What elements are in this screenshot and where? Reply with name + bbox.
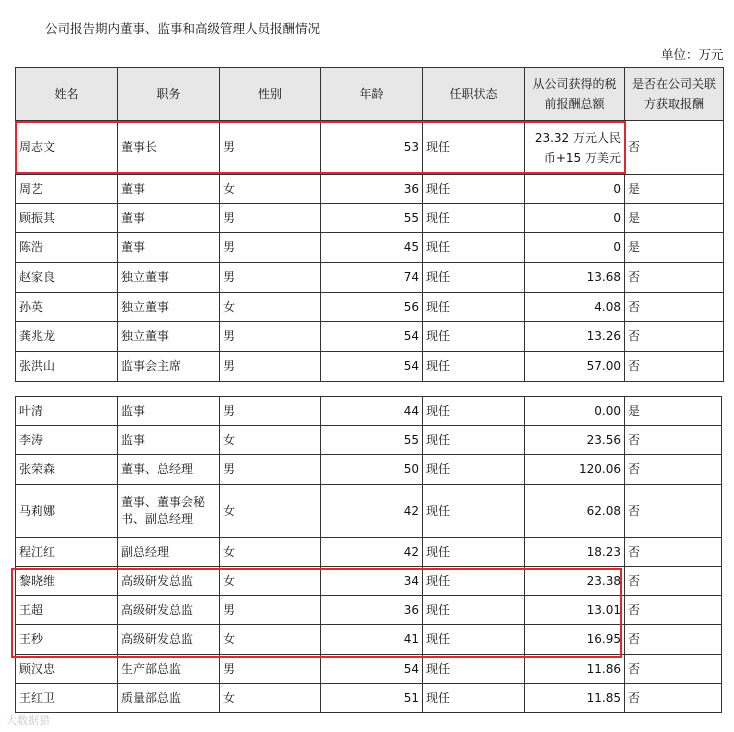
cell-pay: 13.01: [525, 596, 625, 625]
cell-name: 张洪山: [16, 352, 118, 382]
table-row: [16, 175, 724, 204]
header-status: 任职状态: [423, 68, 525, 121]
header-age: 年龄: [321, 68, 423, 121]
cell-gender: 女: [220, 485, 321, 538]
cell-role: 董事: [118, 204, 220, 233]
cell-name: 黎晓维: [16, 567, 118, 596]
cell-related: 否: [625, 655, 722, 684]
cell-status: 现任: [423, 263, 525, 293]
cell-pay: 0: [525, 233, 625, 263]
table-row: [16, 263, 724, 293]
cell-pay: 11.86: [525, 655, 625, 684]
cell-age: 56: [321, 293, 423, 322]
cell-status: 现任: [423, 455, 525, 485]
cell-pay: 57.00: [525, 352, 625, 382]
cell-gender: 女: [220, 426, 321, 455]
cell-age: 54: [321, 322, 423, 352]
cell-status: 现任: [423, 121, 525, 175]
table-row: [16, 538, 722, 567]
table-row: [16, 352, 724, 382]
cell-status: 现任: [423, 485, 525, 538]
cell-age: 36: [321, 596, 423, 625]
cell-related: 否: [625, 426, 722, 455]
cell-name: 王秒: [16, 625, 118, 655]
header-name: 姓名: [16, 68, 118, 121]
table-row: [16, 485, 722, 538]
cell-age: 54: [321, 655, 423, 684]
cell-name: 孙英: [16, 293, 118, 322]
cell-gender: 男: [220, 596, 321, 625]
cell-related: 是: [625, 397, 722, 426]
cell-name: 龚兆龙: [16, 322, 118, 352]
cell-age: 34: [321, 567, 423, 596]
cell-role: 独立董事: [118, 322, 220, 352]
cell-related: 否: [625, 263, 724, 293]
table-row: [16, 426, 722, 455]
cell-role: 董事: [118, 175, 220, 204]
cell-role: 高级研发总监: [118, 596, 220, 625]
cell-related: 否: [625, 293, 724, 322]
header-row: [16, 68, 724, 121]
cell-pay: 13.68: [525, 263, 625, 293]
table-caption: 公司报告期内董事、监事和高级管理人员报酬情况: [45, 21, 321, 36]
cell-age: 44: [321, 397, 423, 426]
cell-pay: 23.32 万元人民币+15 万美元: [525, 121, 625, 175]
cell-gender: 女: [220, 567, 321, 596]
cell-pay: 62.08: [525, 485, 625, 538]
cell-status: 现任: [423, 352, 525, 382]
table-row: [16, 233, 724, 263]
cell-age: 36: [321, 175, 423, 204]
cell-pay: 23.38: [525, 567, 625, 596]
cell-status: 现任: [423, 175, 525, 204]
cell-gender: 男: [220, 455, 321, 485]
cell-role: 董事、董事会秘书、副总经理: [118, 485, 220, 538]
cell-gender: 女: [220, 175, 321, 204]
cell-status: 现任: [423, 397, 525, 426]
cell-gender: 男: [220, 322, 321, 352]
cell-related: 否: [625, 485, 722, 538]
cell-pay: 0: [525, 175, 625, 204]
table-row: [16, 596, 722, 625]
table-row: [16, 204, 724, 233]
cell-name: 王超: [16, 596, 118, 625]
cell-related: 否: [625, 121, 724, 175]
watermark: 大数据猎: [6, 714, 50, 727]
cell-related: 否: [625, 567, 722, 596]
cell-role: 监事会主席: [118, 352, 220, 382]
cell-age: 45: [321, 233, 423, 263]
cell-name: 顾汉忠: [16, 655, 118, 684]
cell-pay: 23.56: [525, 426, 625, 455]
cell-pay: 0.00: [525, 397, 625, 426]
cell-name: 周艺: [16, 175, 118, 204]
table-row: [16, 684, 722, 713]
cell-gender: 男: [220, 121, 321, 175]
cell-role: 监事: [118, 397, 220, 426]
cell-name: 张荣森: [16, 455, 118, 485]
table-row: [16, 397, 722, 426]
table-row: [16, 455, 722, 485]
cell-related: 否: [625, 352, 724, 382]
cell-pay: 16.95: [525, 625, 625, 655]
cell-age: 51: [321, 684, 423, 713]
cell-role: 独立董事: [118, 263, 220, 293]
cell-related: 否: [625, 538, 722, 567]
cell-related: 否: [625, 625, 722, 655]
cell-name: 程江红: [16, 538, 118, 567]
cell-status: 现任: [423, 233, 525, 263]
cell-pay: 11.85: [525, 684, 625, 713]
header-pay: 从公司获得的税前报酬总额: [525, 68, 625, 121]
cell-pay: 4.08: [525, 293, 625, 322]
cell-role: 监事: [118, 426, 220, 455]
unit-label: 单位：万元: [661, 47, 724, 62]
compensation-table-1: [15, 67, 724, 382]
cell-age: 74: [321, 263, 423, 293]
cell-role: 高级研发总监: [118, 567, 220, 596]
table-row: [16, 121, 724, 175]
table-row: [16, 322, 724, 352]
cell-gender: 男: [220, 655, 321, 684]
header-related: 是否在公司关联方获取报酬: [625, 68, 724, 121]
cell-age: 42: [321, 538, 423, 567]
cell-status: 现任: [423, 684, 525, 713]
cell-pay: 13.26: [525, 322, 625, 352]
cell-pay: 120.06: [525, 455, 625, 485]
cell-pay: 0: [525, 204, 625, 233]
cell-status: 现任: [423, 204, 525, 233]
cell-status: 现任: [423, 293, 525, 322]
cell-related: 否: [625, 596, 722, 625]
cell-status: 现任: [423, 596, 525, 625]
table-row: [16, 655, 722, 684]
cell-role: 副总经理: [118, 538, 220, 567]
cell-name: 马莉娜: [16, 485, 118, 538]
cell-role: 独立董事: [118, 293, 220, 322]
cell-age: 41: [321, 625, 423, 655]
cell-role: 生产部总监: [118, 655, 220, 684]
cell-status: 现任: [423, 625, 525, 655]
cell-gender: 男: [220, 352, 321, 382]
cell-age: 54: [321, 352, 423, 382]
cell-related: 否: [625, 322, 724, 352]
cell-related: 否: [625, 455, 722, 485]
table-row: [16, 567, 722, 596]
header-role: 职务: [118, 68, 220, 121]
cell-status: 现任: [423, 538, 525, 567]
cell-role: 董事: [118, 233, 220, 263]
cell-name: 周志文: [16, 121, 118, 175]
cell-role: 董事长: [118, 121, 220, 175]
cell-gender: 女: [220, 625, 321, 655]
cell-name: 陈浩: [16, 233, 118, 263]
cell-gender: 女: [220, 538, 321, 567]
cell-age: 55: [321, 204, 423, 233]
cell-name: 顾振其: [16, 204, 118, 233]
cell-age: 42: [321, 485, 423, 538]
cell-status: 现任: [423, 426, 525, 455]
cell-status: 现任: [423, 567, 525, 596]
cell-gender: 男: [220, 204, 321, 233]
cell-status: 现任: [423, 655, 525, 684]
cell-name: 王红卫: [16, 684, 118, 713]
cell-age: 53: [321, 121, 423, 175]
cell-gender: 男: [220, 397, 321, 426]
cell-related: 是: [625, 233, 724, 263]
cell-role: 质量部总监: [118, 684, 220, 713]
cell-name: 叶清: [16, 397, 118, 426]
cell-pay: 18.23: [525, 538, 625, 567]
cell-name: 赵家良: [16, 263, 118, 293]
cell-role: 董事、总经理: [118, 455, 220, 485]
cell-related: 是: [625, 175, 724, 204]
cell-gender: 男: [220, 233, 321, 263]
cell-gender: 女: [220, 293, 321, 322]
cell-name: 李涛: [16, 426, 118, 455]
cell-age: 55: [321, 426, 423, 455]
cell-related: 是: [625, 204, 724, 233]
cell-gender: 女: [220, 684, 321, 713]
cell-gender: 男: [220, 263, 321, 293]
cell-status: 现任: [423, 322, 525, 352]
table-row: [16, 293, 724, 322]
header-gender: 性别: [220, 68, 321, 121]
cell-related: 否: [625, 684, 722, 713]
table-row: [16, 625, 722, 655]
cell-role: 高级研发总监: [118, 625, 220, 655]
compensation-table-2: [15, 396, 722, 713]
cell-age: 50: [321, 455, 423, 485]
